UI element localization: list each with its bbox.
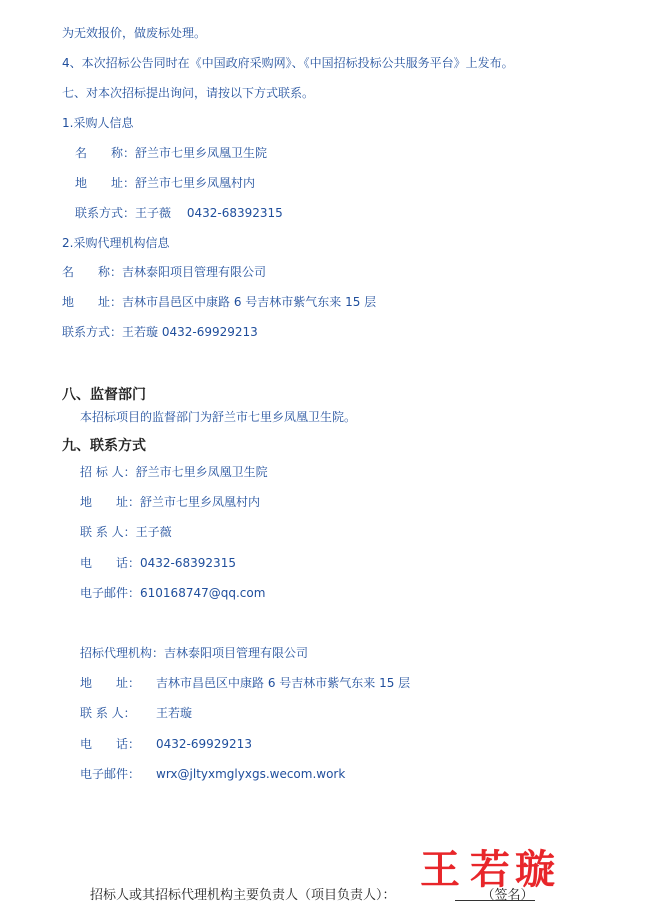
signature-char-2: 若 [470,846,510,893]
tenderer-phone-row [80,556,236,570]
section-9-heading: 九、联系方式 [62,438,146,454]
item-4: 4、本次招标公告同时在《中国政府采购网》、《中国招标投标公共服务平台》上发布。 [62,56,514,70]
purchaser-contact-row [75,206,283,220]
field-label: 名 称： [75,146,136,160]
field-value: 吉林市昌邑区中康路 6 号吉林市紫气东来 15 层 [122,295,377,309]
agent-person-row [80,706,192,720]
field-label: 电子邮件： [80,586,141,600]
field-label: 电 话： [80,556,141,570]
field-label: 地 址： [80,495,141,509]
agent-email-row [80,767,345,781]
field-value: 0432-68392315 [140,556,236,570]
field-label: 地 址： [75,176,136,190]
agency-addr-row [62,295,376,309]
field-label: 联 系 人： [80,525,136,539]
field-label: 招标代理机构： [80,646,165,660]
signature-char-3: 璇 [515,846,555,893]
field-value: 王若璇 [156,706,193,720]
field-label: 联系方式： [62,325,123,339]
tenderer-person-row [80,525,172,539]
field-label: 联 系 人： [80,706,136,720]
purchaser-addr-row [75,176,255,190]
field-value: 王子薇 0432-68392315 [135,206,283,220]
field-value: 吉林泰阳项目管理有限公司 [122,265,267,279]
agent-org-row [80,646,308,660]
field-label: 名 称： [62,265,123,279]
field-value: 王若璇 0432-69929213 [122,325,258,339]
intro-line: 为无效报价，做废标处理。 [62,26,207,40]
field-value: 610168747@qq.com [140,586,266,600]
field-value: 舒兰市七里乡凤凰卫生院 [135,146,268,160]
field-value: wrx@jltyxmglyxgs.wecom.work [156,767,346,781]
purchaser-title: 1.采购人信息 [62,116,134,130]
section-7-title: 七、对本次招标提出询问，请按以下方式联系。 [62,86,315,100]
signature-line-start: 招标人或其招标代理机构主要负责人（项目负责人）： [90,888,396,903]
field-value: 0432-69929213 [156,737,252,751]
tenderer-addr-row [80,495,260,509]
section-8-heading: 八、监督部门 [62,387,146,403]
agency-name-row [62,265,266,279]
agency-title: 2.采购代理机构信息 [62,236,170,250]
field-label: 地 址： [80,676,141,690]
agency-contact-row [62,325,258,339]
agent-addr-row [80,676,410,690]
signature-underline [455,900,535,901]
field-label: 电 话： [80,737,141,751]
field-value: 舒兰市七里乡凤凰村内 [140,495,261,509]
supervision-text: 本招标项目的监督部门为舒兰市七里乡凤凰卫生院。 [80,410,357,424]
signature-char-1: 王 [420,846,460,893]
field-label: 联系方式： [75,206,136,220]
field-value: 吉林市昌邑区中康路 6 号吉林市紫气东来 15 层 [156,676,411,690]
field-label: 电子邮件： [80,767,141,781]
field-label: 地 址： [62,295,123,309]
agent-phone-row [80,737,252,751]
field-value: 吉林泰阳项目管理有限公司 [164,646,309,660]
field-value: 舒兰市七里乡凤凰村内 [135,176,256,190]
field-value: 王子薇 [135,525,172,539]
tenderer-email-row [80,586,265,600]
signature-line-end: （签名） [481,888,534,903]
tenderer-org-row [80,465,268,479]
field-value: 舒兰市七里乡凤凰卫生院 [135,465,268,479]
field-label: 招 标 人： [80,465,136,479]
purchaser-name-row [75,146,267,160]
